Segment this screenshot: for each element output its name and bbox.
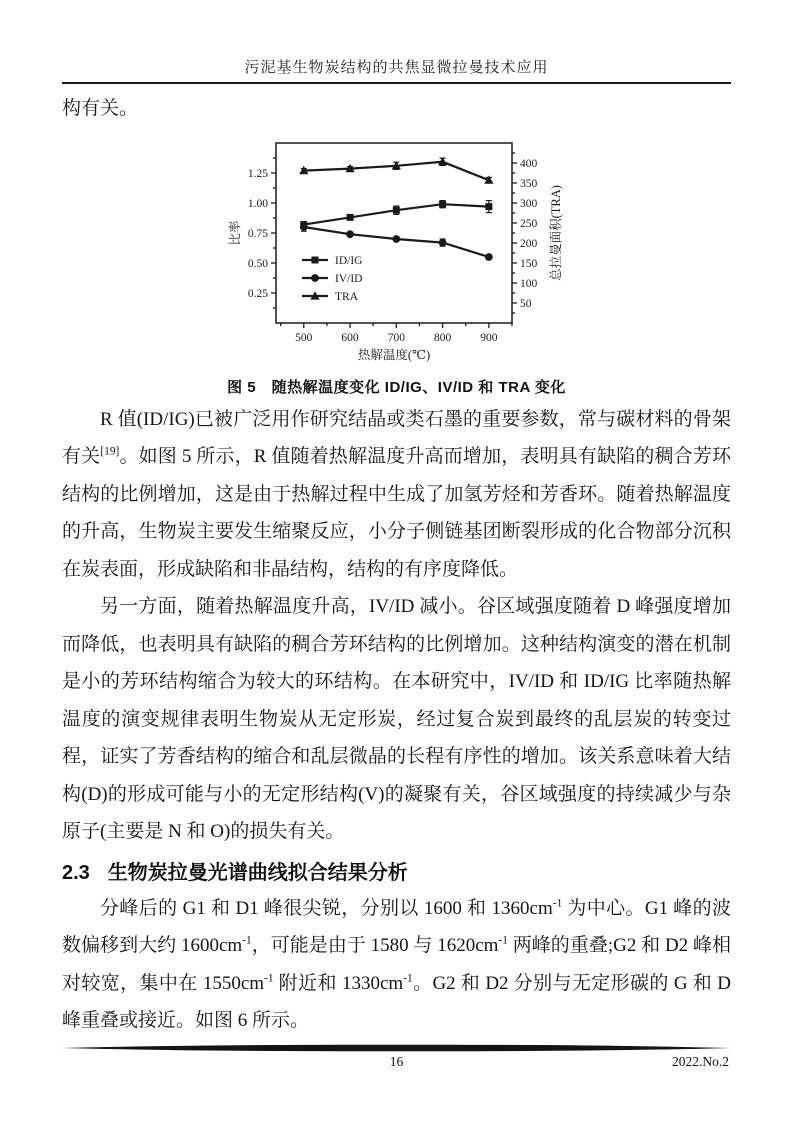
- svg-text:500: 500: [294, 331, 312, 344]
- svg-text:IV/ID: IV/ID: [334, 272, 362, 285]
- svg-text:250: 250: [519, 217, 537, 230]
- footer-row: [62, 1054, 731, 1074]
- svg-text:400: 400: [519, 157, 537, 170]
- footer-rule: [62, 1044, 731, 1052]
- svg-text:150: 150: [519, 257, 537, 270]
- svg-text:600: 600: [340, 331, 359, 344]
- paragraph-1: R 值(ID/IG)已被广泛用作研究结晶或类石墨的重要参数，常与碳材料的骨架有关[19]。如图 5 所示，R 值随着热解温度升高而增加，表明具有缺陷的稠合芳环结构的比例增加，这是由于热解过程中生成了加氢芳烃和芳香环。随着热解温度的升高，生物炭主要发生缩聚反应，小分子侧链基团断裂形成的化合物部分沉积在炭表面，形成缺陷和非晶结构，结构的有序度降低。: [62, 408, 731, 580]
- line-chart-figure5: [226, 133, 598, 369]
- svg-text:0.50: 0.50: [247, 257, 268, 270]
- svg-text:ID/IG: ID/IG: [334, 254, 362, 267]
- section-heading-2-3: [62, 858, 731, 888]
- svg-text:0.25: 0.25: [247, 287, 268, 300]
- svg-text:100: 100: [519, 277, 537, 290]
- page-content: [62, 90, 731, 1040]
- section-number: 2.3: [62, 861, 90, 884]
- paragraph-2: 另一方面，随着热解温度升高，IV/ID 减小。谷区域强度随着 D 峰强度增加而降低，也表明具有缺陷的稠合芳环结构的比例增加。这种结构演变的潜在机制是小的芳环结构缩合为较大的环结构。在本研究中，IV/ID 和 ID/IG 比率随热解温度的演变规律表明生物炭从无定形炭，经过复合炭到最终的乱层炭的转变过程，证实了芳香结构的缩合和乱层微晶的长程有序性的增加。该关系意味着大结构(D)的形成可能与小的无定形结构(V)的凝聚有关，谷区域强度的持续减少与杂原子(主要是 N 和 O)的损失有关。: [62, 596, 731, 842]
- figure-5: [62, 133, 731, 397]
- section-title: 生物炭拉曼光谱曲线拟合结果分析: [107, 861, 408, 884]
- svg-text:200: 200: [519, 237, 537, 250]
- page-footer: [62, 1044, 731, 1074]
- figure-caption: 图 5 随热解温度变化 ID/IG、IV/ID 和 TRA 变化: [227, 378, 566, 396]
- svg-text:700: 700: [387, 331, 405, 344]
- svg-text:比率: 比率: [227, 219, 242, 246]
- svg-text:0.75: 0.75: [247, 227, 268, 240]
- svg-text:900: 900: [479, 331, 497, 344]
- issue-label: 2022.No.2: [672, 1054, 729, 1069]
- page-number: 16: [389, 1054, 404, 1069]
- paragraph-continuation: 构有关。: [62, 98, 139, 119]
- running-head-title: 污泥基生物炭结构的共焦显微拉曼技术应用: [244, 60, 549, 76]
- page-header: [62, 56, 731, 84]
- svg-text:50: 50: [519, 297, 531, 310]
- svg-text:350: 350: [519, 177, 537, 190]
- svg-text:热解温度(℃): 热解温度(℃): [357, 347, 430, 362]
- svg-text:300: 300: [519, 197, 537, 210]
- svg-text:800: 800: [433, 331, 451, 344]
- paragraph-3: 分峰后的 G1 和 D1 峰很尖锐，分别以 1600 和 $1360cm^{-1}$ 为中心。G1 峰的波数偏移到大约 $1600cm^{-1}$，可能是由于 1580 与 $1620cm^{-1}$ 两峰的重叠;G2 和 D2 峰相对较宽，集中在 $1550cm^{-1}$ 附近和 $1330cm^{-1}$。G2 和 D2 分别与无定形碳的 G 和 D 峰重叠或接近。如图 6 所示。: [62, 897, 731, 1031]
- svg-text:总拉曼面积(TRA): 总拉曼面积(TRA): [548, 184, 563, 281]
- svg-text:TRA: TRA: [334, 290, 358, 303]
- svg-text:1.25: 1.25: [247, 167, 268, 180]
- svg-text:1.00: 1.00: [247, 197, 268, 210]
